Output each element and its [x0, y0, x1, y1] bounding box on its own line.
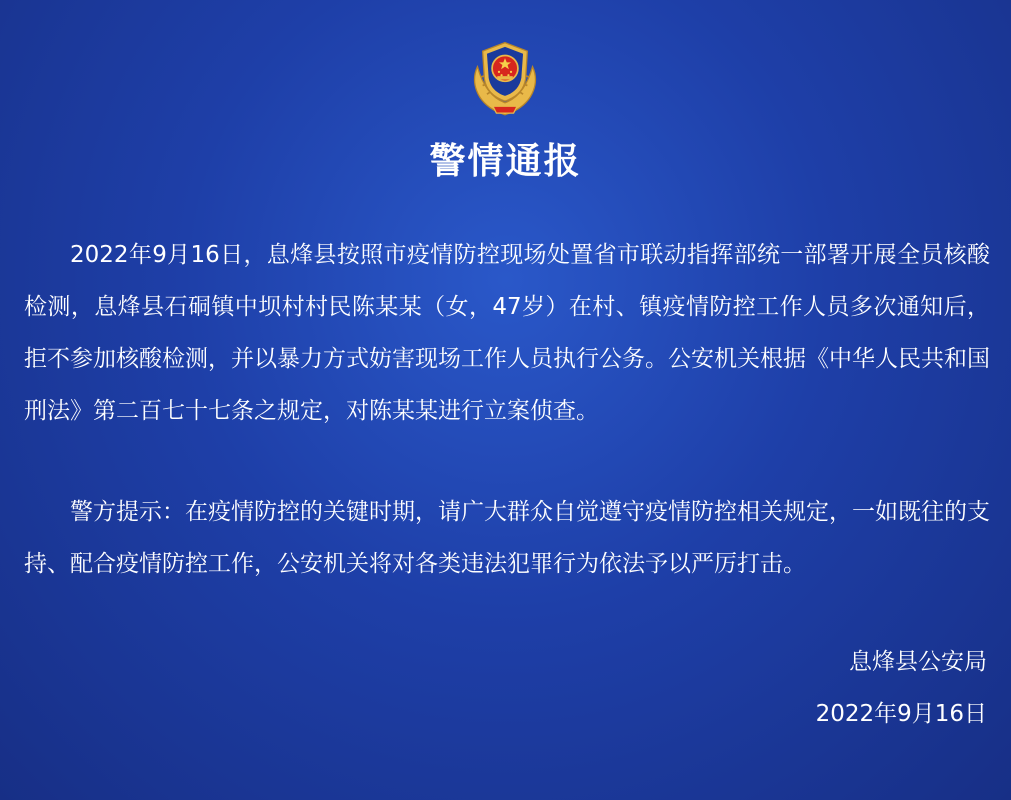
police-emblem-icon — [462, 34, 548, 120]
issuing-organization: 息烽县公安局 — [849, 649, 987, 675]
notice-paragraph-warning: 警方提示：在疫情防控的关键时期，请广大群众自觉遵守疫情防控相关规定，一如既往的支持、配合疫情防控工作，公安机关将对各类违法犯罪行为依法予以严厉打击。 — [24, 499, 990, 577]
issue-date: 2022年9月16日 — [815, 701, 987, 727]
notice-paragraph-incident: 2022年9月16日，息烽县按照市疫情防控现场处置省市联动指挥部统一部署开展全员核酸检测，息烽县石硐镇中坝村村民陈某某（女，47岁）在村、镇疫情防控工作人员多次通知后，拒不参加核酸检测，并以暴力方式妨害现场工作人员执行公务。公安机关根据《中华人民共和国刑法》第二百七十七条之规定，对陈某某进行立案侦查。 — [24, 242, 990, 424]
notice-title: 警情通报 — [429, 141, 582, 182]
